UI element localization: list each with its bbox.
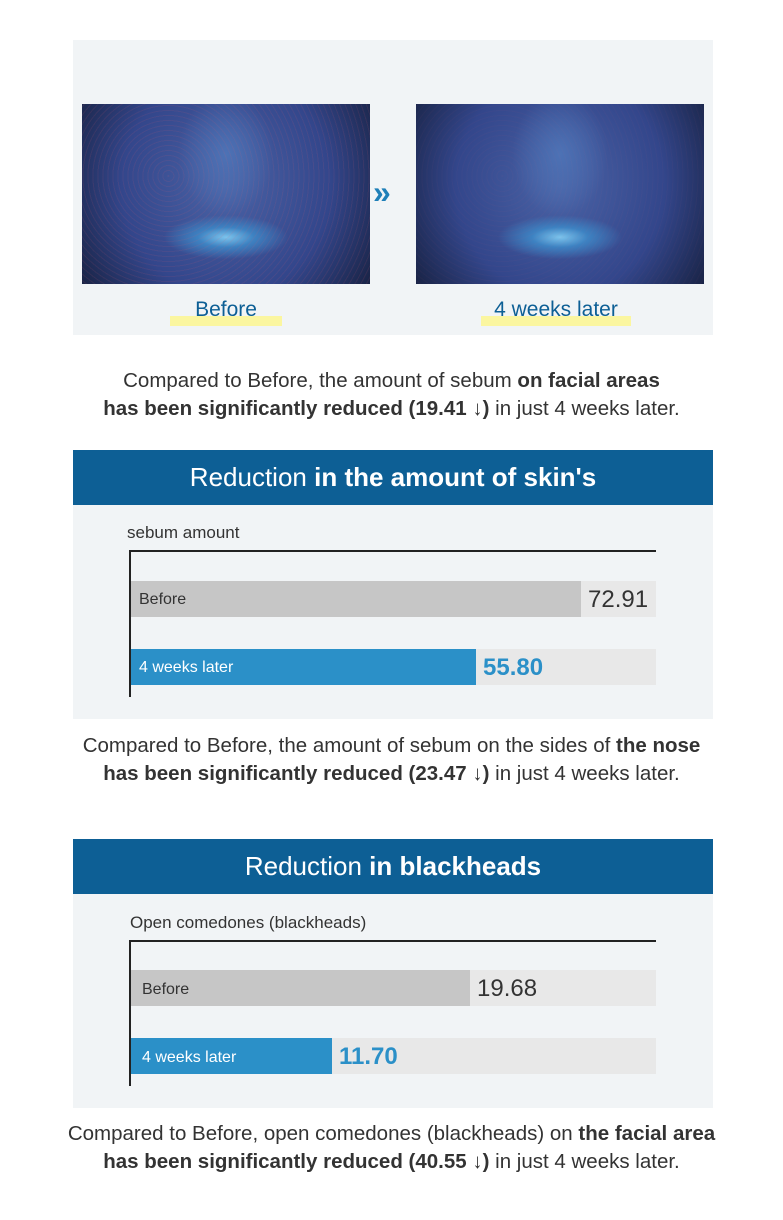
value-label-before: 19.68 [477, 975, 538, 1002]
bar-before [131, 581, 581, 617]
section1-caption: Compared to Before, the amount of sebum on facial areas has been significantly reduced (19.41 ↓) in just 4 weeks later. [103, 369, 680, 420]
section2-caption: Compared to Before, the amount of sebum on the sides of the nose has been significantly reduced (23.47 ↓) in just 4 weeks later. [82, 734, 701, 785]
chart-top-axis [129, 940, 656, 942]
value-label-before: 72.91 [588, 586, 649, 613]
section2-title-normal: Reduction [189, 462, 307, 492]
section3-caption: Compared to Before, open comedones (blackheads) on the facial area has been significantly reduced (40.55 ↓) in just 4 weeks later. [67, 1122, 716, 1173]
bar-label-before: Before [142, 981, 190, 998]
after-photo [416, 104, 704, 284]
after-photo-label: 4 weeks later [481, 298, 631, 322]
section3-title-bold: in blackheads [369, 851, 542, 881]
section2-title-bold: in the amount of skin's [314, 462, 597, 492]
value-label-after: 11.70 [339, 1043, 398, 1070]
section2-header [73, 450, 713, 505]
bar-label-after: 4 weeks later [142, 1049, 237, 1066]
chart-top-axis [129, 550, 656, 552]
face-image-before [82, 104, 370, 284]
section3-title-normal: Reduction [244, 851, 362, 881]
chart-title: sebum amount [127, 523, 240, 542]
section3-header [73, 839, 713, 894]
double-chevron-right-icon: » [373, 174, 391, 210]
before-photo [82, 104, 370, 284]
photo-panel [73, 40, 713, 335]
bar-label-before: Before [139, 591, 187, 608]
bar-label-after: 4 weeks later [139, 659, 234, 676]
face-image-after [416, 104, 704, 284]
value-label-after: 55.80 [483, 654, 544, 681]
chart-title: Open comedones (blackheads) [130, 913, 367, 932]
before-photo-label: Before [170, 298, 282, 322]
